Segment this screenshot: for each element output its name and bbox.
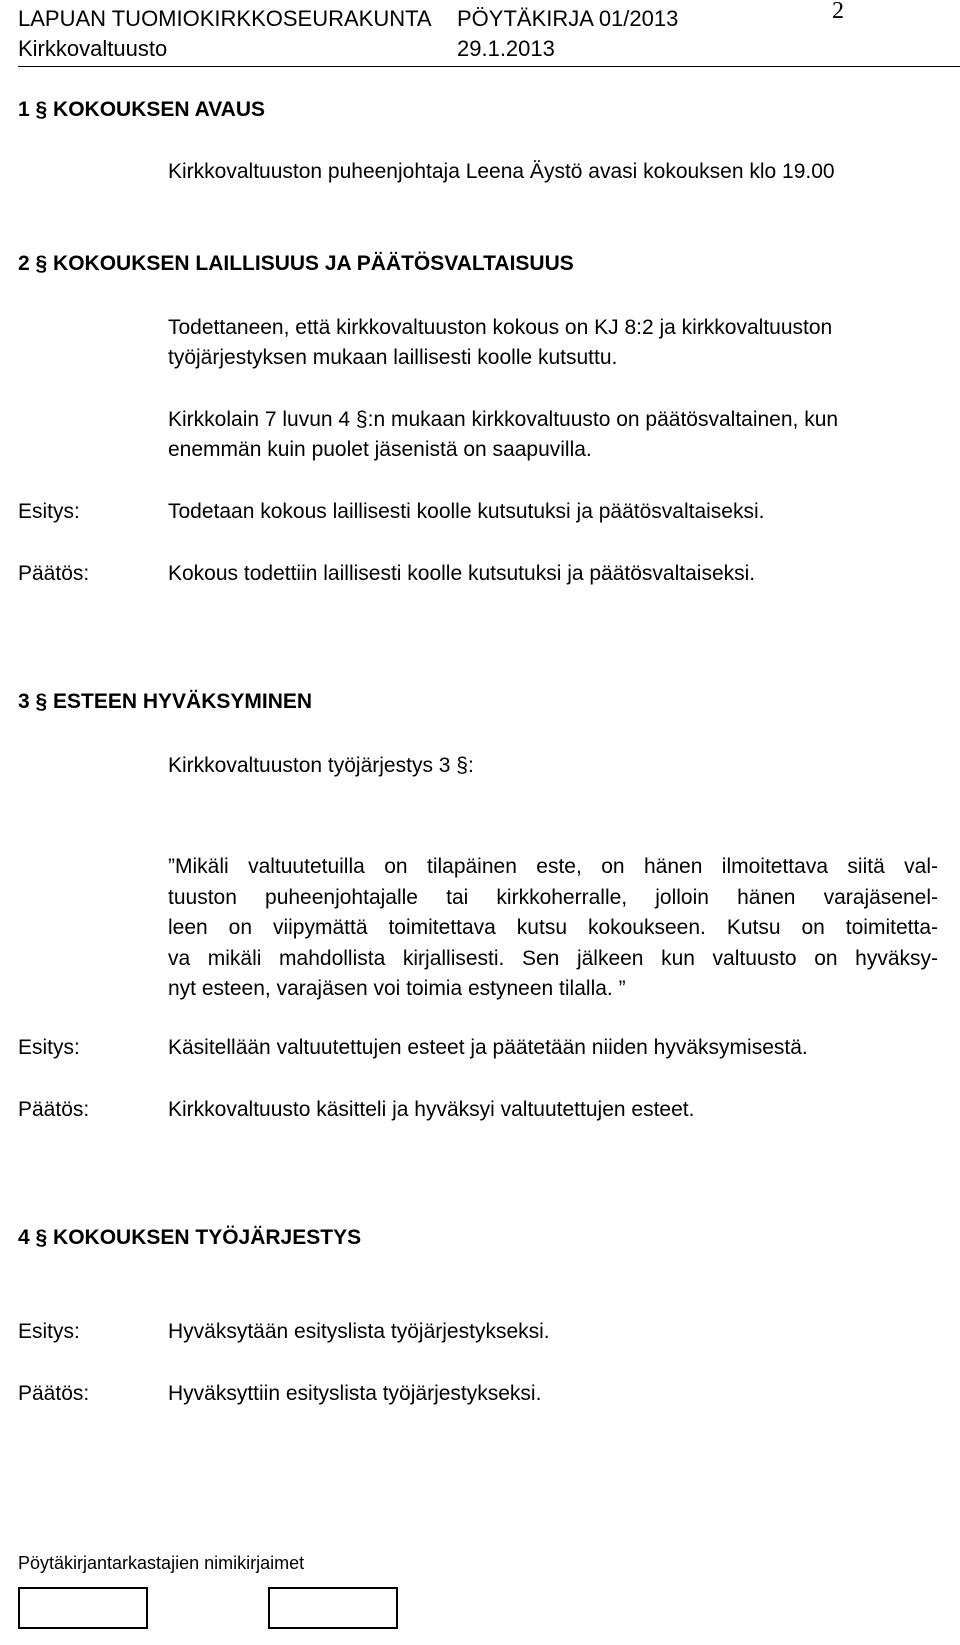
section-2-p1-line1: Todettaneen, että kirkkovaltuuston kokous on KJ 8:2 ja kirkkovaltuuston	[168, 316, 833, 339]
header-date: 29.1.2013	[457, 36, 555, 61]
section-2-heading: 2 § KOKOUKSEN LAILLISUUS JA PÄÄTÖSVALTAISUUS	[18, 252, 574, 275]
section-3-heading: 3 § ESTEEN HYVÄKSYMINEN	[18, 690, 313, 713]
section-2-paatos-label: Päätös:	[18, 562, 90, 585]
header-rule	[18, 66, 960, 67]
quote-line: ”Mikäli valtuutetuilla on tilapäinen este, on hänen ilmoitettava siitä val-	[168, 855, 938, 878]
header-doc: PÖYTÄKIRJA 01/2013	[457, 6, 679, 31]
section-2-p2-line2: enemmän kuin puolet jäsenistä on saapuvilla.	[168, 438, 592, 461]
section-3-paatos-label: Päätös:	[18, 1098, 90, 1121]
section-2-paatos-text: Kokous todettiin laillisesti koolle kutsutuksi ja päätösvaltaiseksi.	[168, 562, 756, 585]
footer-label: Pöytäkirjantarkastajien nimikirjaimet	[18, 1553, 305, 1573]
initials-box-2[interactable]	[268, 1587, 398, 1629]
section-4-heading: 4 § KOKOUKSEN TYÖJÄRJESTYS	[18, 1226, 362, 1249]
section-4-paatos-text: Hyväksyttiin esityslista työjärjestykseksi.	[168, 1382, 542, 1405]
section-3-esitys-text: Käsitellään valtuutettujen esteet ja päätetään niiden hyväksymisestä.	[168, 1036, 808, 1059]
quote-line: leen on viipymättä toimitettava kutsu kokoukseen. Kutsu on toimitetta-	[168, 916, 938, 939]
section-3-intro: Kirkkovaltuuston työjärjestys 3 §:	[168, 754, 474, 777]
initials-box-1[interactable]	[18, 1587, 148, 1629]
section-3-esitys-label: Esitys:	[18, 1036, 80, 1059]
section-3-paatos-text: Kirkkovaltuusto käsitteli ja hyväksyi valtuutettujen esteet.	[168, 1098, 695, 1121]
section-2-esitys-label: Esitys:	[18, 500, 80, 523]
section-4-esitys-text: Hyväksytään esityslista työjärjestykseksi.	[168, 1320, 550, 1343]
quote-line: va mikäli mahdollista kirjallisesti. Sen jälkeen kun valtuusto on hyväksy-	[168, 946, 938, 970]
section-1-heading: 1 § KOKOUKSEN AVAUS	[18, 98, 265, 121]
page-number: 2	[832, 0, 844, 24]
section-1-text: Kirkkovaltuuston puheenjohtaja Leena Äystö avasi kokouksen klo 19.00	[168, 160, 835, 183]
header-org: LAPUAN TUOMIOKIRKKOSEURAKUNTA	[18, 6, 432, 31]
section-4-paatos-label: Päätös:	[18, 1382, 90, 1405]
quote-line: nyt esteen, varajäsen voi toimia estyneen tilalla. ”	[168, 977, 626, 1000]
section-4-esitys-label: Esitys:	[18, 1320, 80, 1343]
header-body: Kirkkovaltuusto	[18, 36, 168, 61]
section-2-p1-line2: työjärjestyksen mukaan laillisesti koolle kutsuttu.	[168, 346, 618, 369]
section-2-p2-line1: Kirkkolain 7 luvun 4 §:n mukaan kirkkovaltuusto on päätösvaltainen, kun	[168, 408, 839, 431]
section-2-esitys-text: Todetaan kokous laillisesti koolle kutsutuksi ja päätösvaltaiseksi.	[168, 500, 765, 523]
section-3-quote	[168, 852, 938, 1005]
quote-line: tuuston puheenjohtajalle tai kirkkoherralle, jolloin hänen varajäsenel-	[168, 885, 938, 909]
